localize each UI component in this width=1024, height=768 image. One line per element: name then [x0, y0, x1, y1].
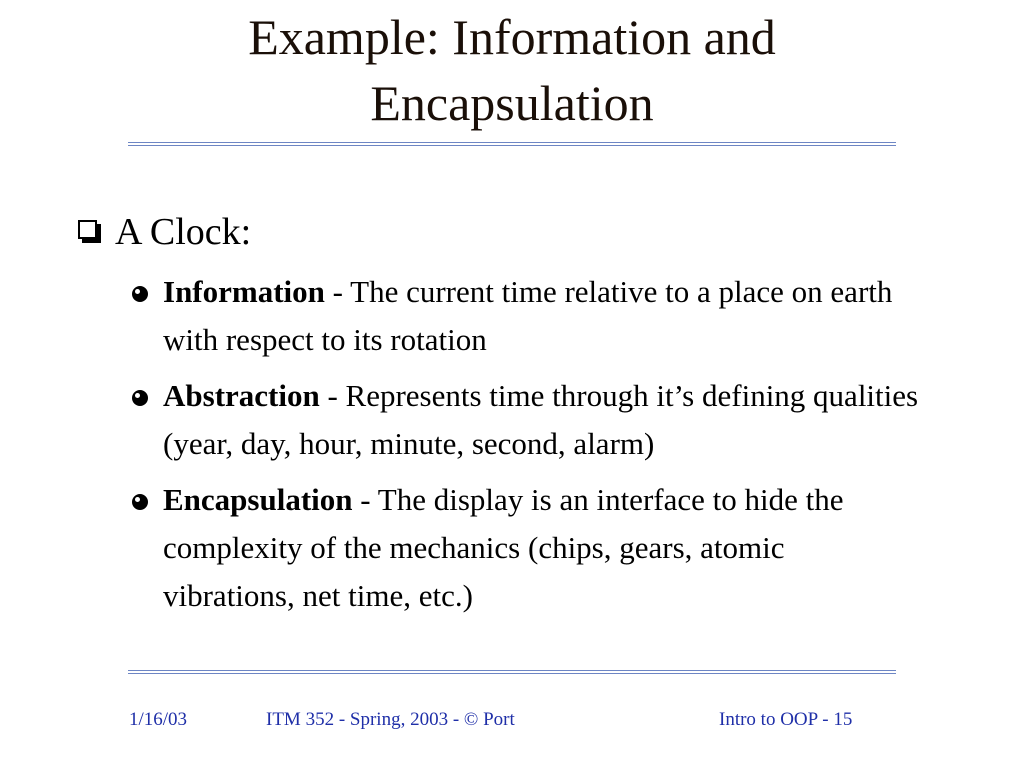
term-information: Information [163, 274, 325, 309]
sub-bullet-abstraction [130, 372, 920, 468]
ring-bullet-icon [132, 494, 148, 510]
footer-page-number: Intro to OOP - 15 [719, 709, 853, 730]
definition-abstraction: - Represents time through it’s defining qualities (year, day, hour, minute, second, alarm) [163, 378, 919, 461]
definition-encapsulation: - The display is an interface to hide the complexity of the mechanics (chips, gears, atomic vibrations, net time, etc.) [163, 482, 844, 613]
slide-title: Example: Information and Encapsulation [248, 9, 776, 131]
sub-bullet-list [130, 268, 920, 628]
sub-bullet-encapsulation [130, 476, 920, 620]
term-encapsulation: Encapsulation [163, 482, 353, 517]
footer-date: 1/16/03 [129, 709, 188, 730]
footer-course: ITM 352 - Spring, 2003 - © Port [266, 709, 515, 730]
ring-bullet-icon [132, 286, 148, 302]
ring-bullet-icon [132, 390, 148, 406]
main-bullet-text: A Clock: [115, 211, 252, 253]
main-bullet [78, 209, 251, 255]
shadowed-box-bullet-icon [78, 220, 103, 245]
sub-bullet-information [130, 268, 920, 364]
title-divider [128, 142, 896, 146]
footer-divider [128, 670, 896, 674]
definition-information: - The current time relative to a place on earth with respect to its rotation [163, 274, 893, 357]
term-abstraction: Abstraction [163, 378, 320, 413]
